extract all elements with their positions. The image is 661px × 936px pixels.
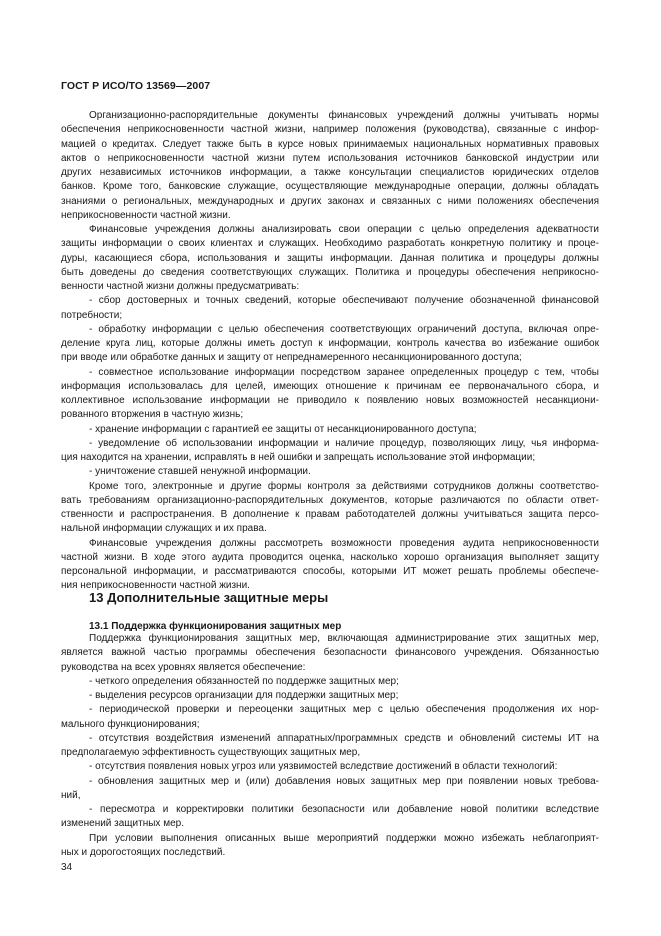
text-line: - обработку информации с целью обеспечения соответствующих ограничений доступа, включая опре- [89, 323, 599, 335]
text-line: актов о неприкосновенности частной жизни путем использования источников банковской индустрии или [61, 152, 599, 164]
text-line: - отсутствия появления новых угроз или уязвимостей вследствие достижений в области технологий: [89, 761, 558, 773]
paragraph [61, 366, 599, 423]
text-line: ния неприкосновенности частной жизни. [61, 580, 250, 592]
paragraph [61, 465, 599, 479]
text-line: - периодической проверки и переоценки защитных мер с целью обеспечения продолжения их нор- [89, 704, 599, 716]
text-line: ция находится на хранении, исправлять в ней ошибки и запрещать использование этой информации; [61, 452, 536, 463]
text-line: - обновления защитных мер и (или) добавления новых защитных мер при появлении новых требова- [89, 775, 599, 787]
text-line: - совместное использование информации посредством заранее определенных процедур с тем, чтобы [89, 366, 599, 378]
text-line: При условии выполнения описанных выше мероприятий поддержки можно избежать неблагоприят- [89, 832, 599, 844]
paragraph [61, 323, 599, 366]
text-line: - четкого определения обязанностей по поддержке защитных мер; [89, 675, 399, 687]
text-line: - хранение информации с гарантией ее защиты от несанкционированного доступа; [89, 423, 477, 435]
text-line: Поддержка функционирования защитных мер, включающая администрирование этих защитных мер, [89, 633, 599, 644]
text-line: банков. Кроме того, банковские служащие, осуществляющие международные операции, должны обладать [61, 181, 599, 193]
body-text-block-2 [61, 632, 599, 860]
paragraph [61, 537, 599, 594]
paragraph [61, 775, 599, 804]
text-line: информация использовалась для целей, имеющих отношение к причинам ее первоначального сбора, и [61, 380, 599, 392]
paragraph [61, 832, 599, 861]
paragraph [61, 675, 599, 689]
text-line: ственности и распространения. В дополнение к правам работодателей должны учитываться защита персо- [61, 509, 599, 520]
paragraph [61, 294, 599, 323]
paragraph [61, 760, 599, 774]
paragraph [61, 732, 599, 761]
text-line: изменений защитных мер. [61, 818, 184, 830]
text-line: дуры, касающиеся сбора, использования и защиты информации. Данная политика и процедуры должны [61, 252, 599, 264]
text-line: персональной информации, и рассматриваются способы, которыми ИТ может решать проблемы обеспече- [61, 566, 599, 577]
paragraph [61, 803, 599, 832]
text-line: потребности; [61, 309, 123, 321]
text-line: - выделения ресурсов организации для поддержки защитных мер; [89, 690, 399, 701]
text-line: - отсутствия воздействия изменений аппаратных/программных средств и обновлений системы ИТ на [89, 732, 599, 744]
section-heading: 13 Дополнительные защитные меры [89, 590, 329, 605]
paragraph [61, 223, 599, 294]
text-line: других независимых источников информации, а также консультации специалистов юридических отделов [61, 167, 599, 178]
body-text-block-1 [61, 109, 599, 594]
text-line: неприкосновенности частной жизни. [61, 209, 231, 221]
text-line: при вводе или обработке данных и защиту от непреднамеренного несанкционированного доступа; [61, 352, 522, 364]
text-line: Финансовые учреждения должны анализировать свои операции с целью определения адекватности [89, 224, 599, 235]
text-line: нальной информации служащих и их права. [61, 523, 267, 535]
paragraph [61, 632, 599, 675]
text-line: обеспечения неприкосновенности частной жизни, например положения (руководства), связанные с инфор- [61, 124, 599, 136]
paragraph [61, 423, 599, 437]
text-line: - уведомление об использовании информации и наличие процедур, позволяющих лицу, чья информа- [89, 437, 599, 449]
text-line: венности частной жизни должны предусматривать: [61, 281, 300, 292]
paragraph [61, 480, 599, 537]
text-line: является важной частью программы обеспечения безопасности финансового учреждения. Обязанностью [61, 647, 599, 659]
page-number: 34 [61, 862, 73, 873]
text-line: быть доведены до сведения соответствующих служащих. Политика и процедуры обеспечения неприкосно- [61, 266, 599, 278]
text-line: руководства на всех уровнях является обеспечение: [61, 661, 306, 673]
text-line: деление круга лиц, которые должны иметь доступ к информации, контроль качества во избежание ошибок [61, 338, 599, 349]
text-line: - уничтожение ставшей ненужной информации. [89, 466, 311, 478]
text-line: знаниями о региональных, международных и других законах и связанных с ними положениях обеспечения [61, 195, 599, 207]
text-line: защиты информации о своих клиентах и служащих. Необходимо разработать конкретную политику и проце- [61, 238, 599, 250]
text-line: ний, [61, 789, 81, 801]
paragraph [61, 109, 599, 223]
text-line: вать требованиям организационно-распорядительных документов, которые различаются по области ответ- [61, 494, 599, 506]
text-line: коллективное использование информации не приводило к появлению новых возможностей несанкциони- [61, 395, 599, 406]
text-line: предполагаемую эффективность существующих защитных мер, [61, 747, 361, 758]
subsection-heading: 13.1 Поддержка функционирования защитных мер [89, 621, 342, 632]
text-line: - сбор достоверных и точных сведений, которые обеспечивают получение обозначенной финансовой [89, 295, 599, 307]
paragraph [61, 689, 599, 703]
text-line: Кроме того, электронные и другие формы контроля за действиями сотрудников должны соответство- [89, 480, 599, 492]
text-line: Организационно-распорядительные документы финансовых учреждений должны учитывать нормы [89, 110, 599, 121]
paragraph [61, 437, 599, 466]
text-line: мального функционирования; [61, 718, 200, 730]
text-line: ных и дорогостоящих последствий. [61, 846, 226, 858]
text-line: Финансовые учреждения должны рассмотреть возможности проведения аудита неприкосновенности [89, 537, 599, 549]
text-line: мацией о кредитах. Следует также быть в курсе новых принимаемых национальных нормативных правовых [61, 138, 599, 150]
paragraph [61, 703, 599, 732]
text-line: частной жизни. В ходе этого аудита проводится оценка, насколько хорошо организация выполняет защиту [61, 551, 599, 563]
text-line: рованного вторжения в частную жизнь; [61, 409, 244, 421]
text-line: - пересмотра и корректировки политики безопасности или добавление новой политики вследствие [89, 804, 599, 815]
document-header: ГОСТ Р ИСО/ТО 13569—2007 [61, 80, 211, 92]
